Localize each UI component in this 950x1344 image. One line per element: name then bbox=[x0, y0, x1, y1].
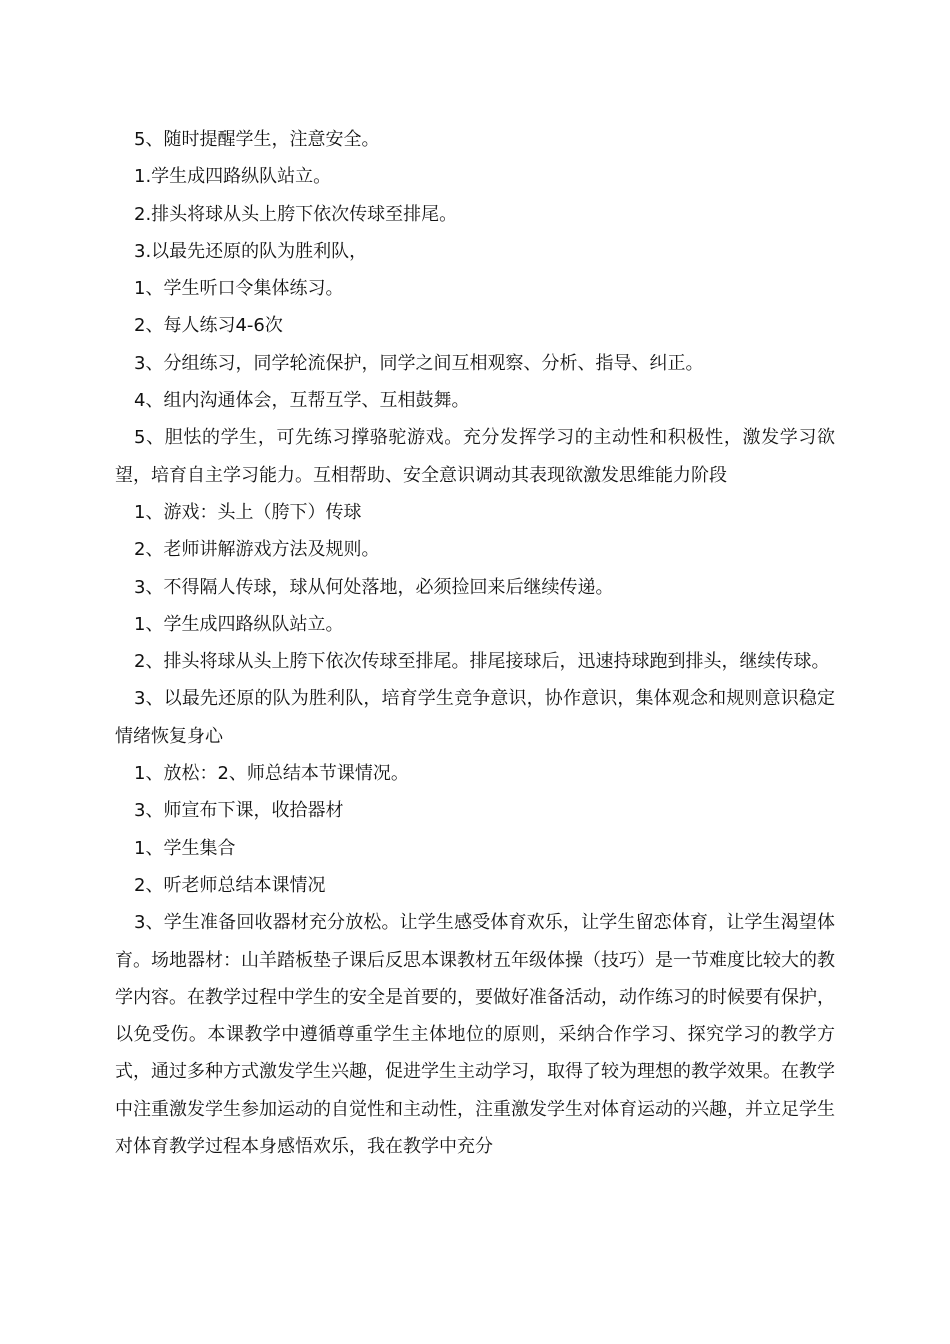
paragraph-pass-ball: 2.排头将球从头上胯下依次传球至排尾。 bbox=[134, 203, 458, 225]
paragraph-relay: 2、排头将球从头上胯下依次传球至排尾。排尾接球后，迅速持球跑到排头，继续传球。 bbox=[134, 651, 830, 673]
paragraph-game-rules: 2、老师讲解游戏方法及规则。 bbox=[134, 539, 380, 561]
paragraph-timid-students: 5、胆怯的学生，可先练习撑骆驼游戏。充分发挥学习的主动性和积极性，激发学习欲望，培育自主学习能力。互相帮助、安全意识调动其表现欲激发思维能力阶段 bbox=[115, 427, 835, 486]
paragraph-mutual-help: 4、组内沟通体会，互帮互学、互相鼓舞。 bbox=[134, 390, 470, 412]
paragraph-relax: 1、放松：2、师总结本节课情况。 bbox=[134, 763, 409, 785]
paragraph-competition: 3、以最先还原的队为胜利队，培育学生竞争意识，协作意识，集体观念和规则意识稳定情绪恢复身心 bbox=[115, 688, 835, 747]
paragraph-assemble: 1、学生集合 bbox=[134, 837, 236, 859]
paragraph-winning-team: 3.以最先还原的队为胜利队， bbox=[134, 240, 368, 262]
paragraph-practice-count: 2、每人练习4-6次 bbox=[134, 315, 283, 337]
paragraph-group-rotation: 3、分组练习，同学轮流保护，同学之间互相观察、分析、指导、纠正。 bbox=[134, 352, 704, 374]
paragraph-line-up: 1.学生成四路纵队站立。 bbox=[134, 166, 332, 188]
paragraph-line-up-2: 1、学生成四路纵队站立。 bbox=[134, 613, 344, 635]
paragraph-no-skipping: 3、不得隔人传球，球从何处落地，必须捡回来后继续传递。 bbox=[134, 576, 614, 598]
paragraph-reflection: 3、学生准备回收器材充分放松。让学生感受体育欢乐，让学生留恋体育，让学生渴望体育。场地器材：山羊踏板垫子课后反思本课教材五年级体操（技巧）是一节难度比较大的教学内容。在教学过程中学生的安全是首要的，要做好准备活动，动作练习的时候要有保护，以免受伤。本课教学中遵循尊重学生主体地位的原则，采纳合作学习、探究学习的教学方式，通过多种方式激发学生兴趣，促进学生主动学习，取得了较为理想的教学效果。在教学中注重激发学生参加运动的自觉性和主动性，注重激发学生对体育运动的兴趣，并立足学生对体育教学过程本身感悟欢乐，我在教学中充分 bbox=[115, 912, 835, 1158]
paragraph-group-practice: 1、学生听口令集体练习。 bbox=[134, 278, 344, 300]
paragraph-summary: 2、听老师总结本课情况 bbox=[134, 874, 326, 896]
paragraph-dismiss: 3、师宣布下课，收拾器材 bbox=[134, 800, 344, 822]
paragraph-safety-reminder: 5、随时提醒学生，注意安全。 bbox=[134, 129, 380, 150]
paragraph-game-title: 1、游戏：头上（胯下）传球 bbox=[134, 501, 362, 523]
document-page bbox=[115, 121, 835, 1165]
